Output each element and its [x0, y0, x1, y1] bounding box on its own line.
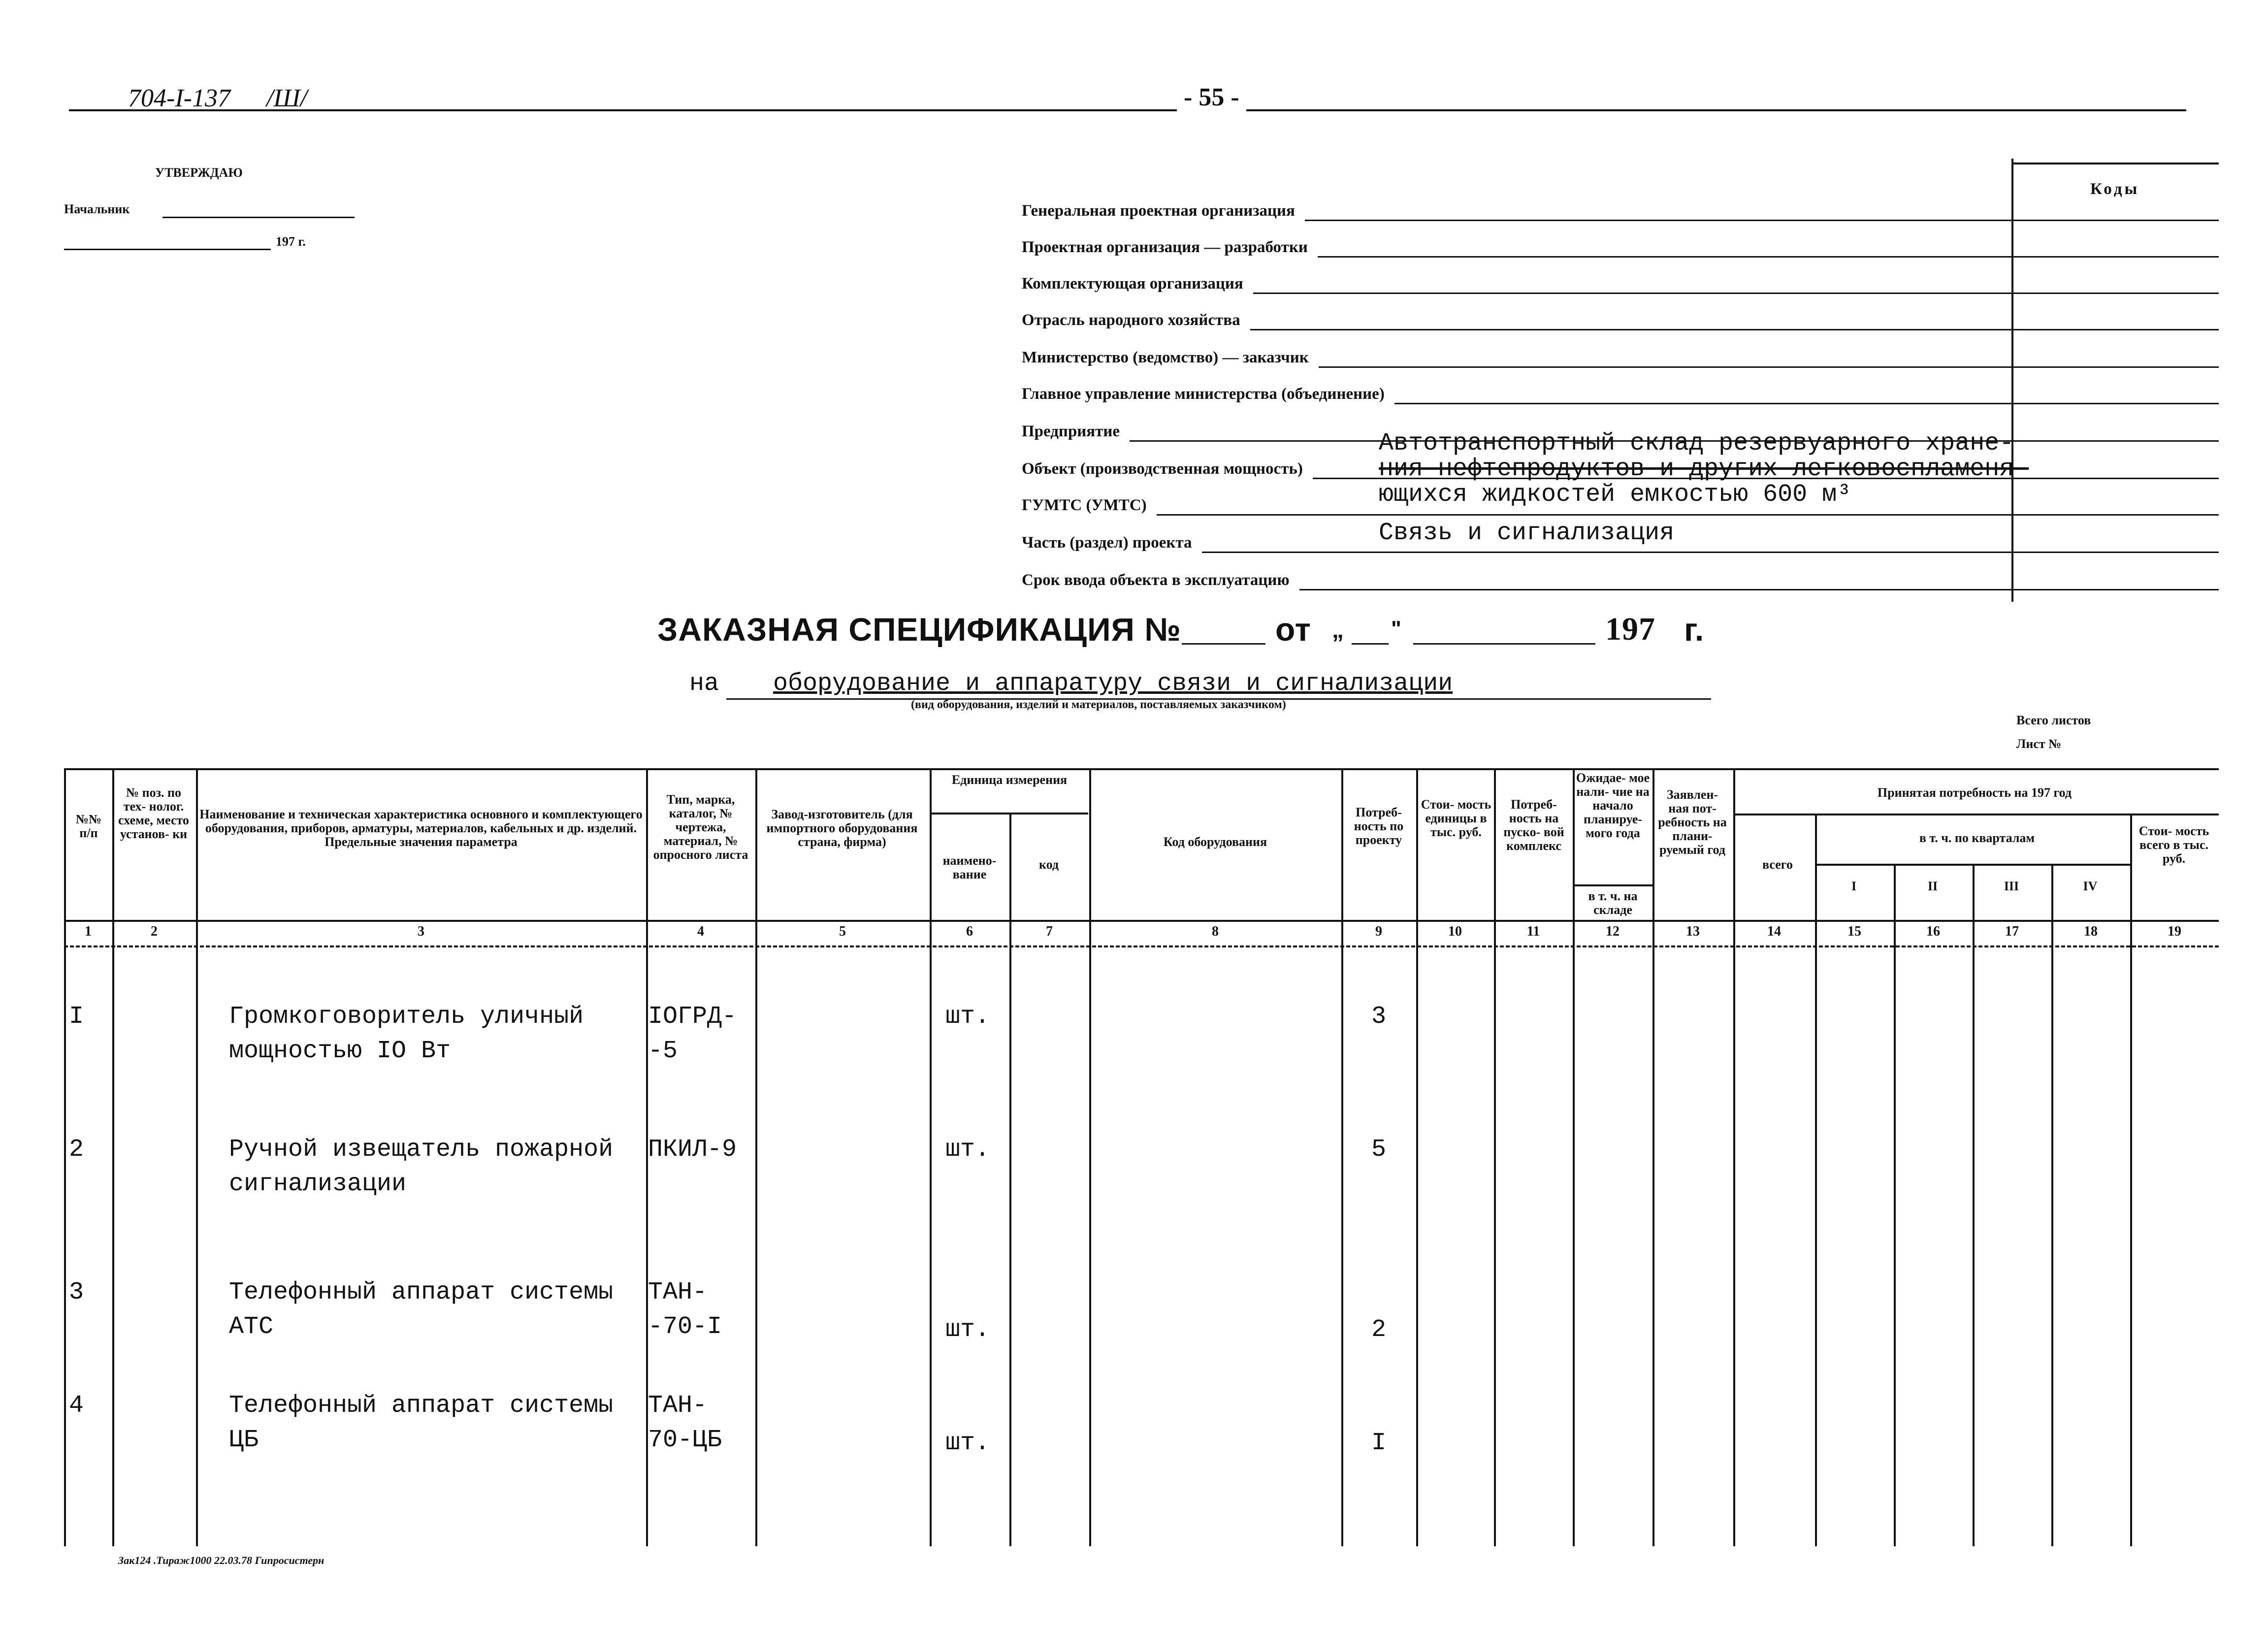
column-line	[1341, 768, 1343, 1546]
column-number: 14	[1767, 924, 1781, 939]
column-line	[755, 768, 757, 1546]
row-qty-cell: 3	[1371, 1003, 1386, 1031]
org-field-label: Проектная организация — разработки	[1022, 238, 1308, 256]
column-line	[2051, 864, 2053, 1546]
org-field-label: Министерство (ведомство) — заказчик	[1022, 349, 1309, 366]
header-c12: Ожидае- мое нали- чие на начало планируе- мого года	[1576, 771, 1650, 840]
approval-chief-label: Начальник	[64, 202, 130, 216]
org-field-line	[1253, 293, 2219, 294]
date-line	[64, 249, 271, 250]
row-type-cell: ПКИЛ-9	[648, 1136, 737, 1164]
row-n-cell: 2	[69, 1136, 84, 1164]
org-field-label: Объект (производственная мощность)	[1022, 460, 1303, 478]
spec-year: 197	[1605, 611, 1655, 647]
org-field-label: Часть (раздел) проекта	[1022, 534, 1192, 552]
column-number: 5	[839, 924, 846, 939]
header-c5: Завод-изготовитель (для импортного оборудования страна, фирма)	[766, 807, 918, 849]
org-field-label: Комплектующая организация	[1022, 275, 1243, 293]
org-field-line	[1305, 220, 2219, 221]
object-line-1: Автотранспортный склад резервуарного хране-	[1379, 429, 2014, 457]
column-number: 4	[697, 924, 704, 939]
column-number: 16	[1926, 924, 1940, 939]
header-accepted: Принятая потребность на 197 год	[1877, 785, 2072, 800]
spec-number-line	[1182, 643, 1265, 645]
column-line	[1733, 768, 1735, 1546]
column-line	[196, 768, 198, 1546]
column-line	[930, 768, 932, 1546]
spec-from: от	[1275, 611, 1311, 648]
spec-title: ЗАКАЗНАЯ СПЕЦИФИКАЦИЯ №	[657, 611, 1181, 648]
column-number: 19	[2168, 924, 2181, 939]
org-field-label: Отрасль народного хозяйства	[1022, 311, 1240, 329]
row-type-cell: ТАН- 70-ЦБ	[648, 1392, 722, 1454]
row-name-cell: Громкоговоритель уличный мощностью IO Вт	[229, 1003, 584, 1065]
c12-sub-rule	[1573, 884, 1652, 886]
header-c2: № поз. по тех- нолог. схеме, место установ- ки	[118, 785, 189, 841]
row-unit-cell: шт.	[945, 1429, 990, 1457]
object-line-2: ния нефтепродуктов и других легковоспламеня-	[1379, 455, 2029, 483]
org-field-line	[1202, 552, 2219, 553]
header-c19: Стои- мость всего в тыс. руб.	[2138, 824, 2209, 866]
chief-signature-line	[162, 217, 355, 218]
codes-label: Коды	[2090, 180, 2140, 198]
column-number: 9	[1375, 924, 1382, 939]
column-number: 18	[2084, 924, 2098, 939]
print-imprint: Зак124 .Тираж1000 22.03.78 Гипросистерн	[118, 1554, 324, 1566]
row-qty-cell: 2	[1371, 1316, 1386, 1344]
quote-open: „	[1332, 617, 1344, 643]
column-line	[2130, 814, 2132, 1546]
approval-year: 197 г.	[276, 234, 306, 249]
column-line	[1815, 814, 1817, 1546]
column-line	[64, 768, 66, 1546]
codes-box-top	[2011, 163, 2219, 164]
approval-title: УТВЕРЖДАЮ	[155, 165, 243, 180]
column-line	[1416, 768, 1418, 1546]
header-c1: №№ п/п	[75, 812, 102, 840]
row-qty-cell: 5	[1371, 1136, 1386, 1164]
header-q4: IV	[2083, 879, 2098, 893]
org-field-value: Связь и сигнализация	[1379, 519, 1675, 547]
column-line	[1089, 768, 1091, 1546]
org-field-label: Главное управление министерства (объединение)	[1022, 385, 1385, 403]
header-q1: I	[1851, 879, 1857, 893]
column-line	[1573, 768, 1575, 1546]
header-c8: Код оборудования	[1163, 835, 1267, 849]
header-c13: Заявлен- ная пот- ребность на плани- руемый год	[1658, 787, 1727, 857]
org-field-label: Генеральная проектная организация	[1022, 202, 1295, 220]
row-unit-cell: шт.	[945, 1136, 990, 1164]
column-number: 11	[1526, 924, 1540, 939]
header-c11: Потреб- ность на пуско- вой комплекс	[1503, 797, 1564, 853]
total-sheets-label: Всего листов	[2016, 713, 2091, 727]
column-number: 6	[966, 924, 973, 939]
header-q3: III	[2004, 879, 2019, 893]
spec-year-suffix: г.	[1684, 611, 1705, 648]
object-line-3: ющихся жидкостей емкостью 600 м³	[1379, 481, 1852, 509]
column-number: 15	[1847, 924, 1861, 939]
sheet-number-label: Лист №	[2016, 737, 2062, 751]
row-n-cell: 3	[69, 1278, 84, 1306]
org-field-label: Срок ввода объекта в эксплуатацию	[1022, 571, 1290, 589]
column-number: 10	[1448, 924, 1462, 939]
spec-subject-caption: (вид оборудования, изделий и материалов, поставляемых заказчиком)	[911, 698, 1286, 711]
row-type-cell: IОГРД- -5	[648, 1003, 737, 1065]
column-number: 7	[1046, 924, 1053, 939]
row-name-cell: Телефонный аппарат системы ЦБ	[229, 1392, 614, 1454]
spec-subject: оборудование и аппаратуру связи и сигнализации	[773, 670, 1453, 698]
day-line	[1352, 643, 1389, 645]
org-field-line	[1318, 256, 2219, 258]
column-number: 17	[2005, 924, 2019, 939]
quote-close: "	[1391, 617, 1402, 641]
header-c12b: в т. ч. на складе	[1588, 889, 1638, 917]
row-n-cell: 4	[69, 1392, 84, 1420]
org-field-line	[1299, 589, 2219, 590]
header-c14: всего	[1762, 857, 1793, 872]
document-code	[128, 84, 307, 113]
row-type-cell: ТАН- -70-I	[648, 1278, 722, 1341]
column-number: 3	[418, 924, 424, 939]
column-number: 2	[151, 924, 158, 939]
column-line	[1973, 864, 1975, 1546]
month-line	[1413, 643, 1595, 645]
header-c9: Потреб- ность по проекту	[1354, 805, 1404, 847]
doc-code: 704-I-137	[128, 84, 230, 112]
header-c3: Наименование и техническая характеристика основного и комплектующего оборудования, приборов, арматуры, материалов, кабельных и др. изделий. Предельные значения параметра	[199, 807, 643, 849]
row-n-cell: I	[69, 1003, 84, 1031]
column-line	[1894, 864, 1896, 1546]
org-field-label: ГУМТС (УМТС)	[1022, 496, 1147, 514]
org-field-line	[1157, 514, 2219, 516]
row-unit-cell: шт.	[945, 1003, 990, 1031]
spec-on: на	[689, 670, 719, 698]
page-number: - 55 -	[1177, 83, 1246, 112]
column-number: 1	[85, 924, 92, 939]
header-quarters: в т. ч. по кварталам	[1919, 831, 2035, 845]
header-c10: Стои- мость единицы в тыс. руб.	[1421, 797, 1491, 839]
table-top-border	[64, 768, 2219, 770]
accepted-sub-rule	[1733, 814, 2219, 815]
org-field-label: Предприятие	[1022, 423, 1120, 440]
header-unit: Единица измерения	[951, 773, 1068, 787]
header-c4: Тип, марка, каталог, № чертежа, материал, № опросного листа	[653, 792, 748, 862]
column-number: 13	[1686, 924, 1700, 939]
header-c6: наимено- вание	[942, 853, 997, 881]
column-number: 8	[1212, 924, 1219, 939]
row-qty-cell: I	[1371, 1429, 1386, 1457]
header-q2: II	[1927, 879, 1938, 893]
org-field-line	[1319, 366, 2219, 368]
org-field-line	[1250, 329, 2219, 330]
header-c7: код	[1038, 857, 1059, 872]
column-line	[1652, 768, 1654, 1546]
row-name-cell: Ручной извещатель пожарной сигнализации	[229, 1136, 614, 1198]
column-line	[112, 768, 114, 1546]
column-number: 12	[1606, 924, 1620, 939]
org-field-line	[1394, 403, 2219, 404]
row-unit-cell: шт.	[945, 1316, 990, 1344]
column-line	[1494, 768, 1496, 1546]
header-rule	[69, 109, 2186, 111]
doc-part: /Ш/	[266, 84, 308, 112]
row-name-cell: Телефонный аппарат системы АТС	[229, 1278, 614, 1341]
codes-box-border	[2011, 159, 2013, 602]
